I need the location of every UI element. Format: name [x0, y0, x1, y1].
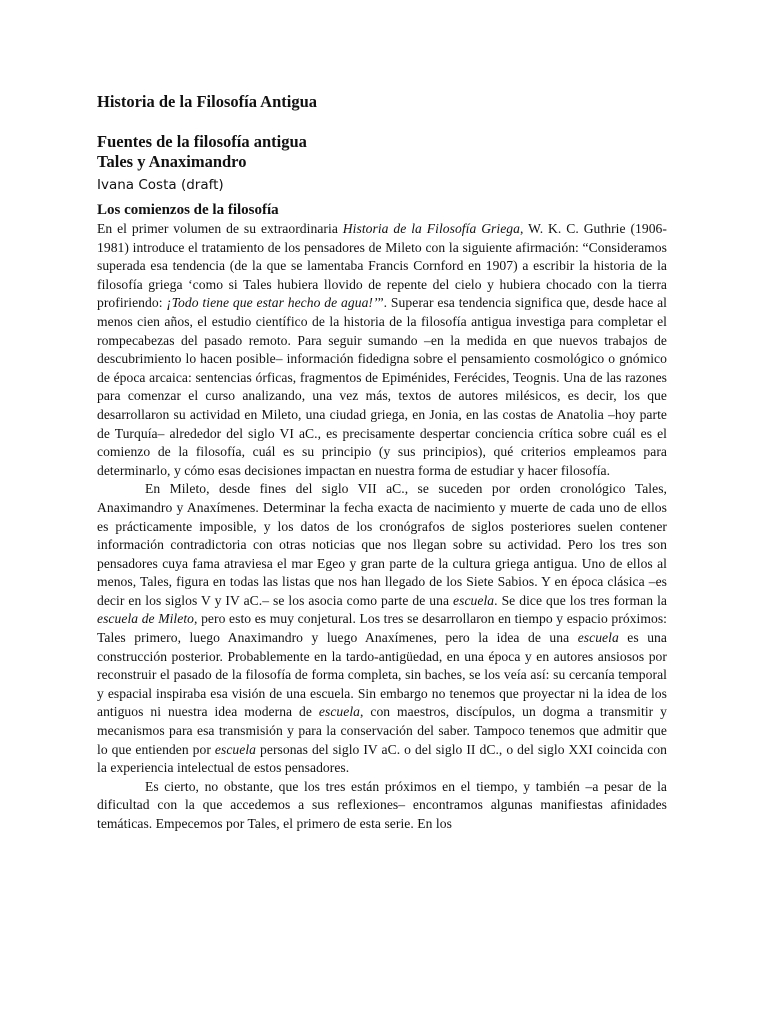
italic-text-run: escuela — [318, 704, 361, 720]
italic-text-run: escuela — [453, 592, 495, 608]
paragraph-3 — [97, 778, 667, 834]
text-run: , pero esto es muy conjetural. Los tres se desarrollaron en tiempo y espacio próximos: Tales primero, luego Anaximandro y luego Anaxímenes, pero la idea de una — [97, 611, 667, 646]
italic-text-run: escuela — [577, 630, 619, 646]
document-subtitle-line-2: Tales y Anaximandro — [97, 152, 247, 171]
text-run: personas del siglo IV aC. o del siglo II dC., o del siglo XXI coincida con la experiencia intelectual de estos pensadores. — [97, 741, 668, 776]
paragraph-1 — [97, 220, 667, 480]
text-run: En Mileto, desde fines del siglo VII aC., se suceden por orden cronológico Tales, Anaximandro y Anaxímenes. Determinar la fecha exacta de nacimiento y muerte de cada uno de ellos es prácticamente imposible, y los datos de los cronógrafos de siglos posteriores suelen contener información contradictoria con otras noticias que nos llegan sobre su actividad. Pero los tres son pensadores cuya fama atraviesa el mar Egeo y gran parte de la cultura griega antigua. Uno de ellos al menos, Tales, figura en todas las listas que nos han llegado de los Siete Sabios. Y en época clásica –es decir en los siglos V y IV aC.– se los asocia como parte de una — [97, 481, 667, 608]
text-run: . Se dice que los tres forman la — [494, 592, 667, 608]
document-subtitle-line-1: Fuentes de la filosofía antigua — [97, 132, 307, 151]
author-line: Ivana Costa (draft) — [97, 177, 224, 193]
document-page — [97, 92, 667, 834]
text-run: Es cierto, no obstante, que los tres están próximos en el tiempo, y también –a pesar de la dificultad con la que accedemos a sus reflexiones– encontramos algunas manifiestas afinidades temáticas. Empecemos por Tales, el primero de esta serie. En los — [97, 778, 667, 831]
italic-text-run: ¡Todo tiene que estar hecho de agua!’ — [166, 295, 378, 311]
italic-text-run: Historia de la Filosofía Griega — [342, 221, 520, 236]
italic-text-run: escuela — [214, 741, 257, 757]
text-run: , W. K. C. Guthrie (1906-1981) introduce el tratamiento de los pensadores de Mileto con la siguiente afirmación: “Consideramos superada esa tendencia (de la que se lamentaba Francis Cornford en 1907) a escribir la historia de la filosofía griega ‘como si Tales hubiera llovido de repente del cielo y hubiera chocado con la tierra profiriendo: — [97, 221, 667, 311]
document-title: Historia de la Filosofía Antigua — [97, 92, 318, 111]
text-run: ”. Superar esa tendencia significa que, desde hace al menos cien años, el estudio científico de la historia de la filosofía antigua investiga para completar el rompecabezas del pasado remoto. Para seguir sumando –en la medida en que nuevos trabajos de descubrimiento lo hacen posible– información fidedigna sobre el pensamiento cosmológico o gnómico de época arcaica: sentencias órficas, fragmentos de Epiménides, Ferécides, Teognis. Una de las razones para comenzar el curso analizando, una vez más, textos de autores milésicos, es decir, los que desarrollaron su actividad en Mileto, una ciudad griega, en Jonia, en las costas de Anatolia –hoy parte de Turquía– alrededor del siglo VI aC., es precisamente despertar conciencia crítica sobre cuál es el comienzo de la filosofía, cuál es su principio (y sus principios), qué criterios empleamos para determinarlo, y cómo esas decisiones impactan en nuestra forma de estudiar y hacer filosofía. — [97, 295, 668, 478]
section-heading: Los comienzos de la filosofía — [97, 202, 279, 218]
text-run: es una construcción posterior. Probablemente en la tardo-antigüedad, en una época y en autores ansiosos por reconstruir el pasado de la filosofía de forma completa, sin baches, se los veía así: su cercanía temporal y espacial inspiraba esa visión de una escuela. Sin embargo no tenemos que proyectar ni la idea de los antiguos ni nuestra idea moderna de — [97, 630, 667, 720]
text-run: , con maestros, discípulos, un dogma a transmitir y mecanismos para esa transmisión y para la conservación del saber. Tampoco tenemos que admitir que lo que entienden por — [97, 704, 667, 757]
paragraph-2 — [97, 480, 667, 778]
text-run: En el primer volumen de su extraordinaria — [97, 221, 343, 236]
italic-text-run: escuela de Mileto — [97, 611, 195, 627]
